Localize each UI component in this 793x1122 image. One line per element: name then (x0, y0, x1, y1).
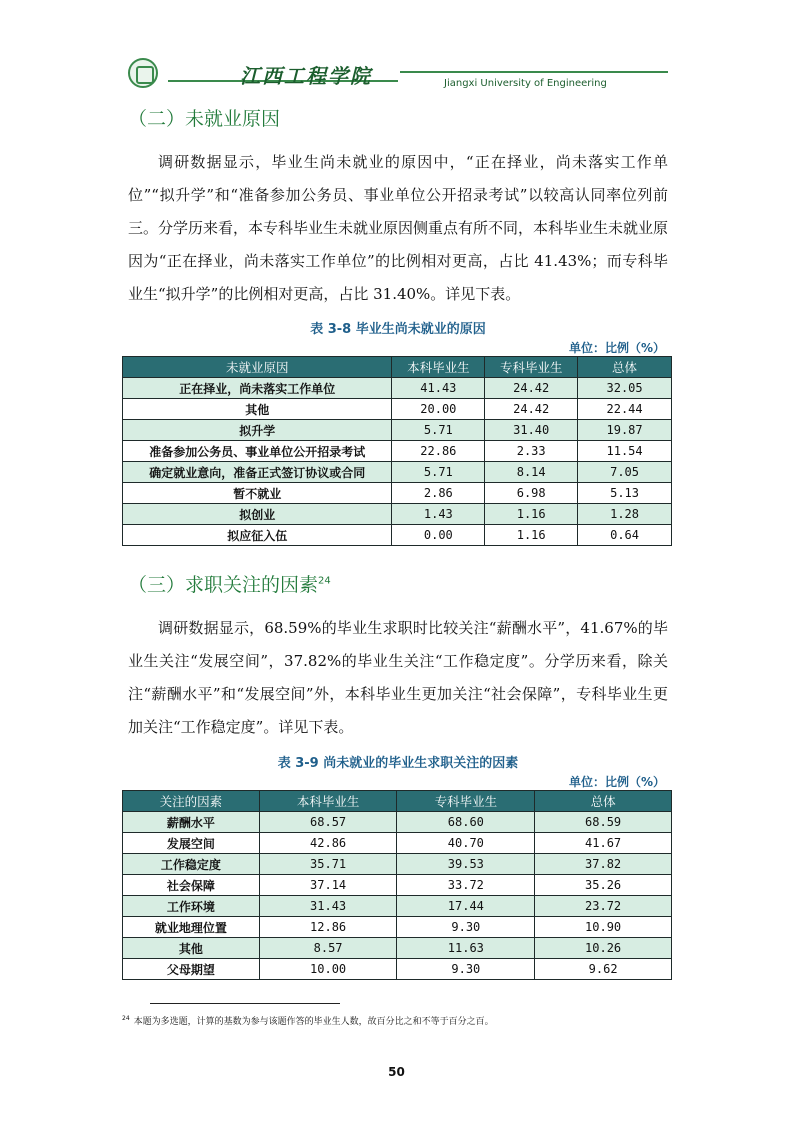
cell-junior-college: 24.42 (485, 378, 578, 399)
table-row (123, 938, 672, 959)
header-rule-right (400, 71, 668, 73)
cell-undergrad: 2.86 (392, 483, 485, 504)
section-heading-text: （三）求职关注的因素 (128, 574, 319, 596)
table-unit-3-8: 单位：比例（%） (568, 341, 665, 355)
cell-undergrad: 31.43 (259, 896, 397, 917)
cell-junior-college: 9.30 (397, 959, 535, 980)
table-row (123, 854, 672, 875)
cell-undergrad: 8.57 (259, 938, 397, 959)
row-label: 暂不就业 (123, 483, 392, 504)
table-header-row (123, 791, 672, 812)
column-header: 总体 (535, 791, 672, 812)
table-row (123, 420, 672, 441)
table-row (123, 504, 672, 525)
table-3-8 (122, 356, 672, 546)
row-label: 薪酬水平 (123, 812, 260, 833)
paragraph-job-factors: 调研数据显示，68.59%的毕业生求职时比较关注“薪酬水平”，41.67%的毕业生关注“发展空间”，37.82%的毕业生关注“工作稳定度”。分学历来看，除关注“薪酬水平”和“发展空间”外，本科毕业生更加关注“社会保障”，专科毕业生更加关注“工作稳定度”。详见下表。 (128, 619, 668, 736)
row-label: 拟应征入伍 (123, 525, 392, 546)
university-seal-icon (128, 58, 158, 88)
cell-overall: 37.82 (535, 854, 672, 875)
cell-undergrad: 1.43 (392, 504, 485, 525)
column-header: 关注的因素 (123, 791, 260, 812)
cell-undergrad: 0.00 (392, 525, 485, 546)
cell-junior-college: 24.42 (485, 399, 578, 420)
table-row (123, 917, 672, 938)
cell-junior-college: 40.70 (397, 833, 535, 854)
table-unit-3-9: 单位：比例（%） (568, 775, 665, 789)
cell-overall: 9.62 (535, 959, 672, 980)
cell-overall: 5.13 (578, 483, 672, 504)
page-number: 50 (388, 1065, 405, 1079)
table-header-row (123, 357, 672, 378)
cell-overall: 68.59 (535, 812, 672, 833)
cell-junior-college: 8.14 (485, 462, 578, 483)
cell-junior-college: 1.16 (485, 525, 578, 546)
cell-undergrad: 68.57 (259, 812, 397, 833)
cell-overall: 10.26 (535, 938, 672, 959)
cell-undergrad: 22.86 (392, 441, 485, 462)
cell-undergrad: 5.71 (392, 462, 485, 483)
cell-junior-college: 31.40 (485, 420, 578, 441)
column-header: 本科毕业生 (259, 791, 397, 812)
footnote-text: 本题为多选题，计算的基数为参与该题作答的毕业生人数，故百分比之和不等于百分之百。 (133, 1017, 494, 1027)
cell-junior-college: 39.53 (397, 854, 535, 875)
cell-overall: 23.72 (535, 896, 672, 917)
footnote-divider (150, 1003, 340, 1004)
school-name-en: Jiangxi University of Engineering (444, 78, 607, 89)
row-label: 社会保障 (123, 875, 260, 896)
section-heading-job-factors (128, 570, 331, 597)
footnote (122, 1014, 494, 1027)
table-row (123, 525, 672, 546)
table-row (123, 959, 672, 980)
cell-undergrad: 20.00 (392, 399, 485, 420)
cell-junior-college: 68.60 (397, 812, 535, 833)
cell-undergrad: 12.86 (259, 917, 397, 938)
row-label: 确定就业意向，准备正式签订协议或合同 (123, 462, 392, 483)
cell-overall: 0.64 (578, 525, 672, 546)
cell-junior-college: 17.44 (397, 896, 535, 917)
cell-overall: 41.67 (535, 833, 672, 854)
cell-undergrad: 37.14 (259, 875, 397, 896)
cell-overall: 10.90 (535, 917, 672, 938)
column-header: 专科毕业生 (397, 791, 535, 812)
table-row (123, 875, 672, 896)
cell-overall: 22.44 (578, 399, 672, 420)
column-header: 本科毕业生 (392, 357, 485, 378)
cell-undergrad: 10.00 (259, 959, 397, 980)
cell-junior-college: 2.33 (485, 441, 578, 462)
cell-undergrad: 5.71 (392, 420, 485, 441)
school-name-cn: 江西工程学院 (240, 64, 372, 88)
table-caption-3-8: 表 3-8 毕业生尚未就业的原因 (310, 322, 486, 337)
row-label: 其他 (123, 938, 260, 959)
table-row (123, 399, 672, 420)
row-label: 父母期望 (123, 959, 260, 980)
column-header: 总体 (578, 357, 672, 378)
cell-junior-college: 9.30 (397, 917, 535, 938)
cell-overall: 32.05 (578, 378, 672, 399)
cell-undergrad: 35.71 (259, 854, 397, 875)
section-heading-unemployment-reasons: （二）未就业原因 (128, 108, 281, 130)
row-label: 工作环境 (123, 896, 260, 917)
row-label: 就业地理位置 (123, 917, 260, 938)
table-row (123, 483, 672, 504)
table-row (123, 441, 672, 462)
cell-undergrad: 41.43 (392, 378, 485, 399)
table-row (123, 896, 672, 917)
paragraph-unemployment-reasons: 调研数据显示，毕业生尚未就业的原因中，“正在择业，尚未落实工作单位”“拟升学”和“准备参加公务员、事业单位公开招录考试”以较高认同率位列前三。分学历来看，本专科毕业生未就业原因侧重点有所不同，本科毕业生未就业原因为“正在择业，尚未落实工作单位”的比例相对更高，占比 41.43%；而专科毕业生“拟升学”的比例相对更高，占比 31.40%。详见下表。 (128, 153, 669, 303)
table-row (123, 462, 672, 483)
row-label: 拟升学 (123, 420, 392, 441)
cell-junior-college: 1.16 (485, 504, 578, 525)
table-caption-3-9: 表 3-9 尚未就业的毕业生求职关注的因素 (277, 756, 519, 771)
cell-junior-college: 6.98 (485, 483, 578, 504)
footnote-mark: 24 (122, 1015, 130, 1022)
cell-overall: 7.05 (578, 462, 672, 483)
cell-overall: 19.87 (578, 420, 672, 441)
column-header: 未就业原因 (123, 357, 392, 378)
table-3-9 (122, 790, 672, 980)
cell-undergrad: 42.86 (259, 833, 397, 854)
cell-overall: 11.54 (578, 441, 672, 462)
row-label: 准备参加公务员、事业单位公开招录考试 (123, 441, 392, 462)
cell-overall: 1.28 (578, 504, 672, 525)
row-label: 正在择业，尚未落实工作单位 (123, 378, 392, 399)
row-label: 工作稳定度 (123, 854, 260, 875)
table-row (123, 833, 672, 854)
column-header: 专科毕业生 (485, 357, 578, 378)
cell-junior-college: 33.72 (397, 875, 535, 896)
cell-overall: 35.26 (535, 875, 672, 896)
footnote-ref: 24 (318, 575, 331, 587)
page-header (128, 58, 668, 98)
table-row (123, 812, 672, 833)
row-label: 拟创业 (123, 504, 392, 525)
row-label: 发展空间 (123, 833, 260, 854)
cell-junior-college: 11.63 (397, 938, 535, 959)
row-label: 其他 (123, 399, 392, 420)
table-row (123, 378, 672, 399)
